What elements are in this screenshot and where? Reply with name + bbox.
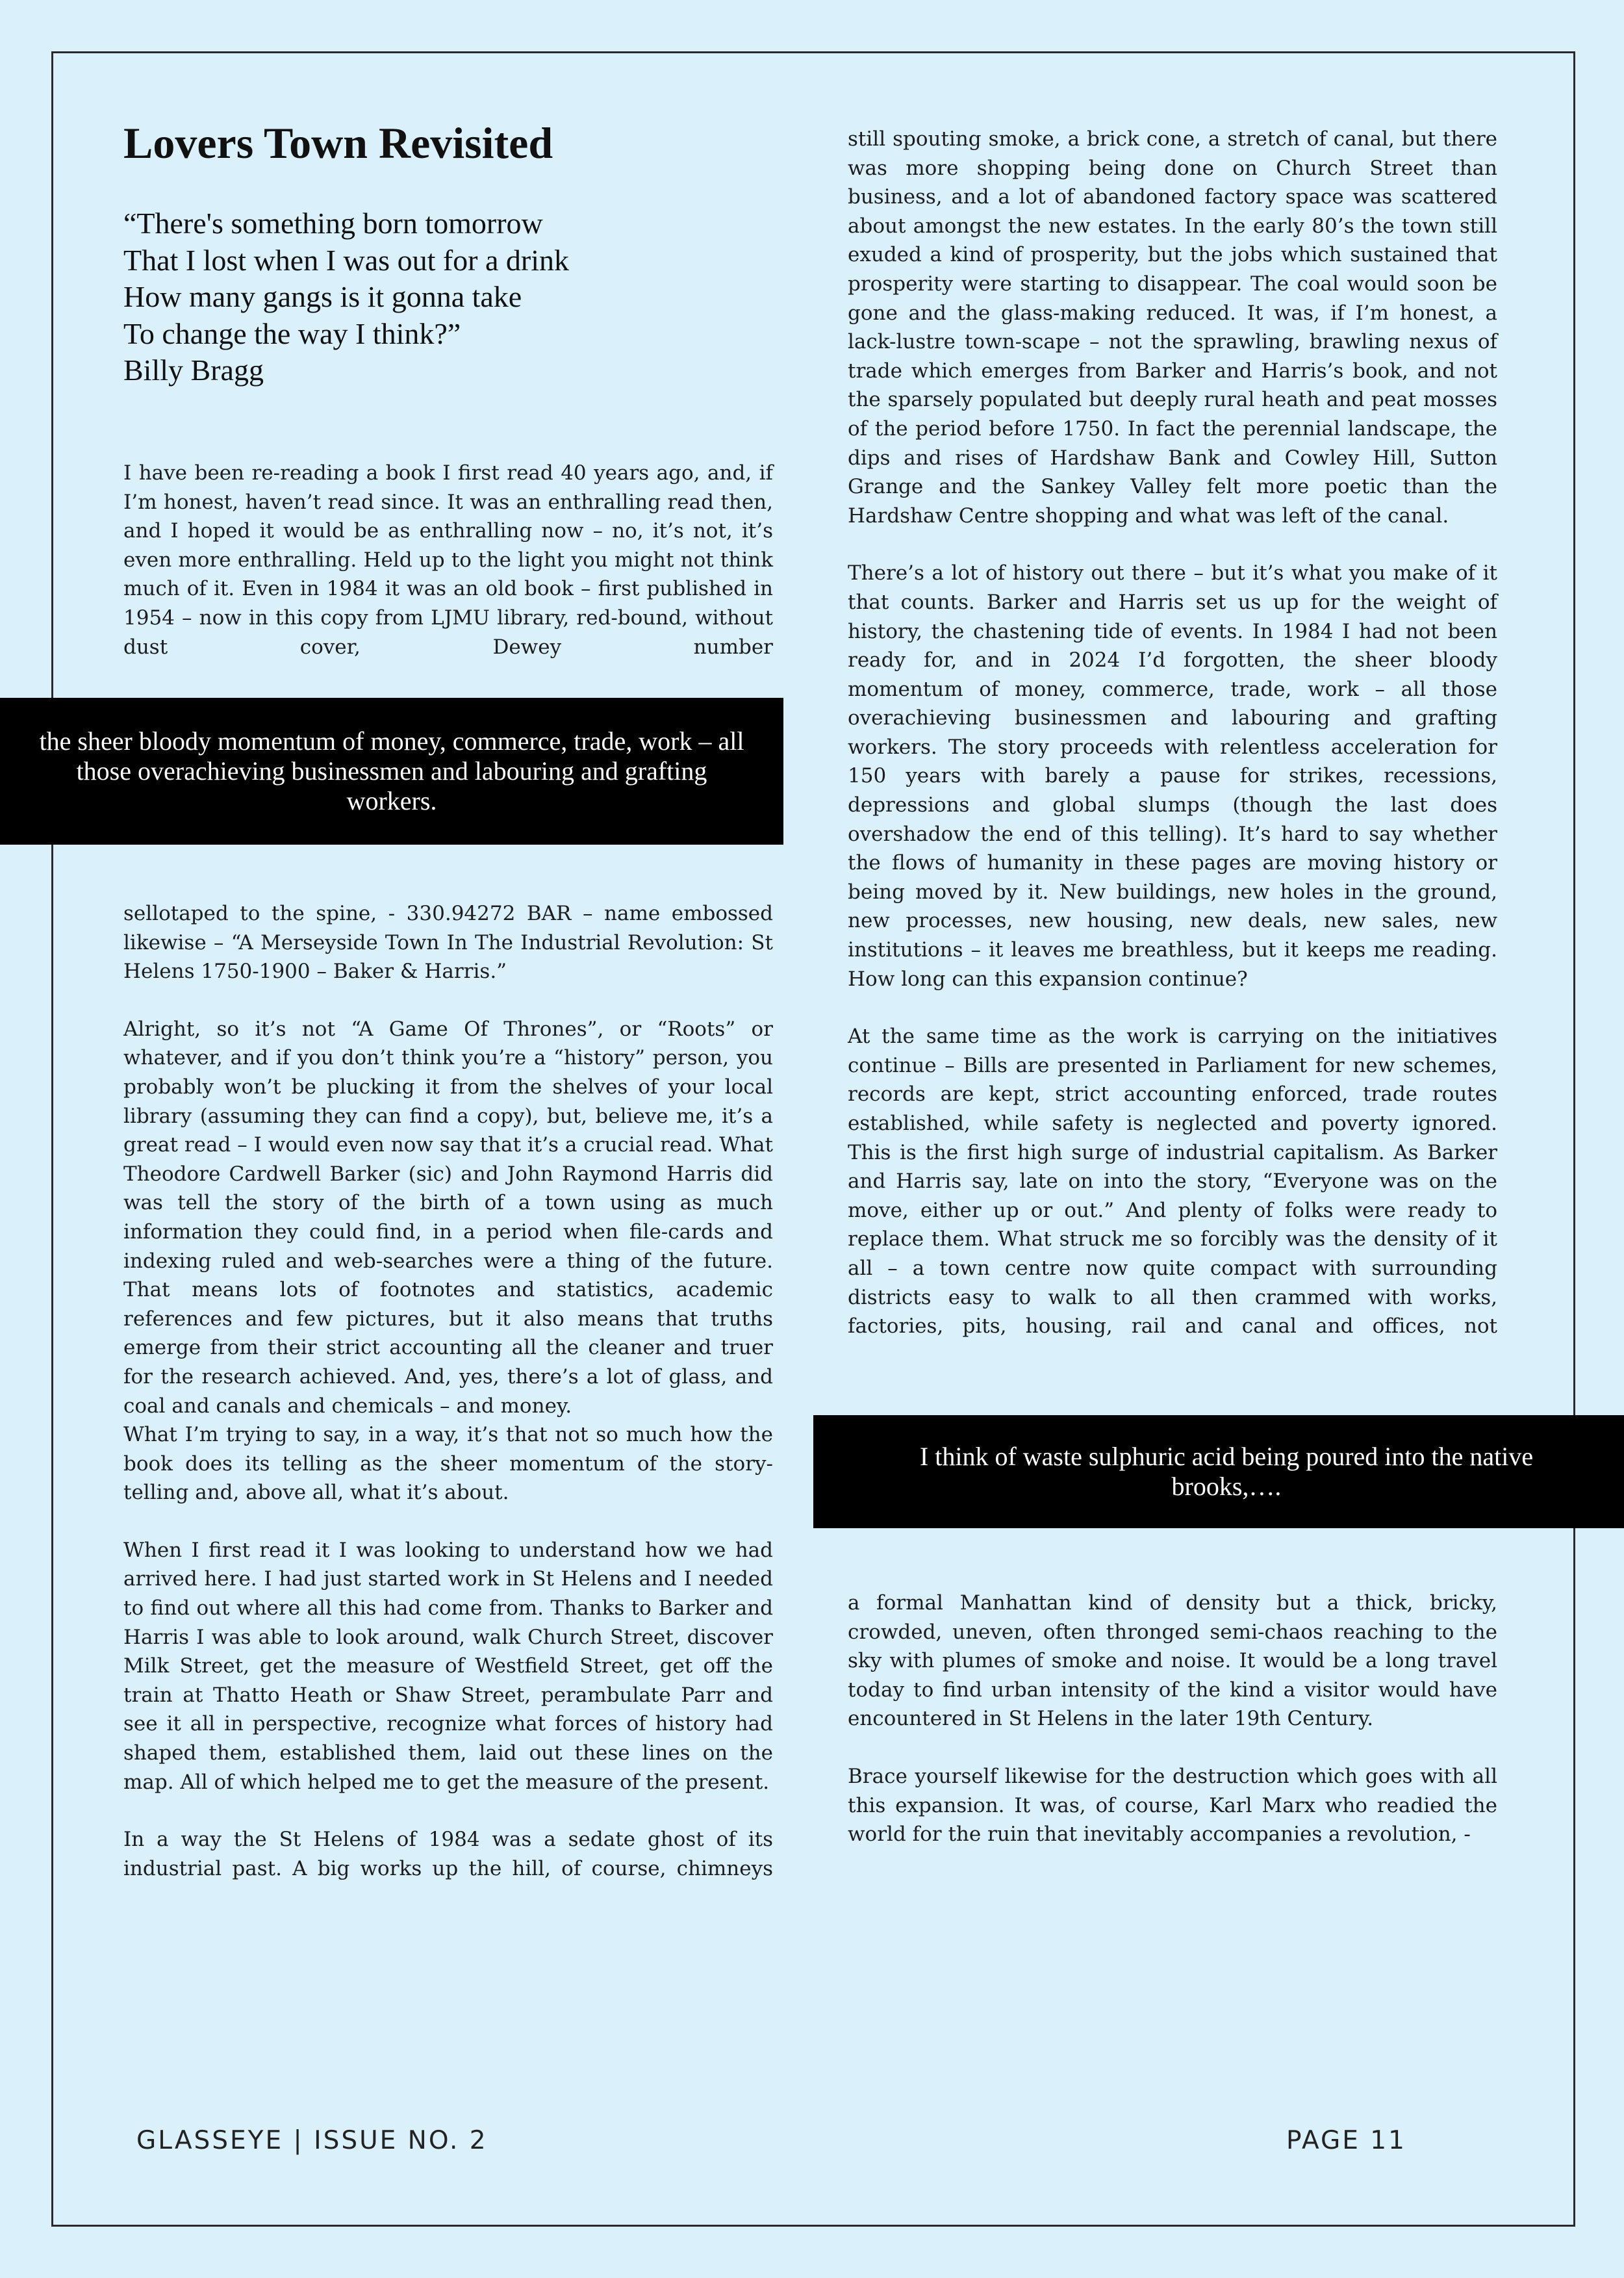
paragraph: When I first read it I was looking to understand how we had arrived here. I had just started work in St Helens and I needed to find out where all this had come from. Thanks to Barker and Harris I was able to look around, walk Church Street, discover Milk Street, get the measure of Westfield Street, get off the train at Thatto Heath or Shaw Street, perambulate Parr and see it all in perspective, recognize what forces of history had shaped them, established them, laid out these lines on the map. All of which helped me to get the measure of the present. bbox=[123, 1538, 773, 1794]
pull-quote-text: the sheer bloody momentum of money, commerce, trade, work – all those overachieving businessmen and labouring and grafting workers. bbox=[39, 726, 744, 815]
paragraph: There’s a lot of history out there – but it’s what you make of it that counts. Barker and Harris set us up for the weight of history, the chastening tide of events. In 1984 I had not been ready for, and in 2024 I’d forgotten, the sheer bloody momentum of money, commerce, trade, work – all those overachieving businessmen and labouring and grafting workers. The story proceeds with relentless acceleration for 150 years with barely a pause for strikes, recessions, depressions and global slumps (though the last does overshadow the end of this telling). It’s hard to say whether the flows of humanity in these pages are moving history or being moved by it. New buildings, new holes in the ground, new processes, new housing, new deals, new sales, new institutions – it leaves me breathless, but it keeps me reading. How long can this expansion continue? bbox=[848, 561, 1497, 991]
paragraph: I have been re-reading a book I first read 40 years ago, and, if I’m honest, haven’t read since. It was an enthralling read then, and I hoped it would be as enthralling now – no, it’s not, it’s even more enthralling. Held up to the light you might not think much of it. Even in 1984 it was an old book – first published in 1954 – now in this copy from LJMU library, red-bound, without dust cover, Dewey number bbox=[123, 461, 773, 659]
paragraph: In a way the St Helens of 1984 was a sedate ghost of its industrial past. A big works up the hill, of course, chimneys bbox=[123, 1828, 773, 1880]
epigraph bbox=[123, 205, 773, 389]
paragraph: a formal Manhattan kind of density but a thick, bricky, crowded, uneven, often thronged semi-chaos reaching to the sky with plumes of smoke and noise. It would be a long travel today to find urban intensity of the kind a visitor would have encountered in St Helens in the later 19th Century. bbox=[848, 1591, 1497, 1731]
epigraph-line: How many gangs is it gonna take bbox=[123, 280, 522, 313]
pull-quote-text: I think of waste sulphuric acid being poured into the native brooks,…. bbox=[919, 1442, 1534, 1501]
paragraph: At the same time as the work is carrying on the initiatives continue – Bills are presented in Parliament for new schemes, records are kept, strict accounting enforced, trade routes established, while safety is neglected and poverty ignored. This is the first high surge of industrial capitalism. As Barker and Harris say, late on into the story, “Everyone was on the move, either up or out.” And plenty of folks were ready to replace them. What struck me so forcibly was the density of it all – a town centre now quite compact with surrounding districts easy to walk to all then crammed with works, factories, pits, housing, rail and canal and offices, not bbox=[848, 1025, 1497, 1338]
paragraph: still spouting smoke, a brick cone, a stretch of canal, but there was more shopping being done on Church Street than business, and a lot of abandoned factory space was scattered about amongst the new estates. In the early 80’s the town still exuded a kind of prosperity, but the jobs which sustained that prosperity were starting to disappear. The coal would soon be gone and the glass-making reduced. It was, if I’m honest, a lack-lustre town-scape – not the sprawling, brawling nexus of trade which emerges from Barker and Harris’s book, and not the sparsely populated but deeply rural heath and peat mosses of the period before 1750. In fact the perennial landscape, the dips and rises of Hardshaw Bank and Cowley Hill, Sutton Grange and the Sankey Valley felt more poetic than the Hardshaw Centre shopping and what was left of the canal. bbox=[848, 127, 1497, 528]
epigraph-line: That I lost when I was out for a drink bbox=[123, 243, 570, 277]
article-title: Lovers Town Revisited bbox=[123, 118, 553, 168]
pull-quote bbox=[813, 1415, 1624, 1528]
pull-quote bbox=[0, 698, 783, 845]
footer-page-number: PAGE 11 bbox=[1286, 2126, 1406, 2155]
paragraph: What I’m trying to say, in a way, it’s that not so much how the book does its telling as the sheer momentum of the story-telling and, above all, what it’s about. bbox=[123, 1423, 773, 1505]
left-column-bottom bbox=[123, 899, 773, 1883]
right-column-top bbox=[848, 125, 1497, 1341]
epigraph-line: To change the way I think?” bbox=[123, 316, 461, 350]
epigraph-attribution: Billy Bragg bbox=[123, 353, 264, 387]
footer-publication: GLASSEYE | ISSUE NO. 2 bbox=[136, 2126, 488, 2155]
article-header bbox=[123, 117, 773, 389]
paragraph: Alright, so it’s not “A Game Of Thrones”, or “Roots” or whatever, and if you don’t think you’re a “history” person, you probably won’t be plucking it from the shelves of your local library (assuming they can find a copy), but, believe me, it’s a great read – I would even now say that it’s a crucial read. What Theodore Cardwell Barker (sic) and John Raymond Harris did was tell the story of the birth of a town using as much information they could find, in a period when file-cards and indexing ruled and web-searches were a thing of the future. That means lots of footnotes and statistics, academic references and few pictures, but it also means that truths emerge from their strict accounting all the cleaner and truer for the research achieved. And, yes, there’s a lot of glass, and coal and canals and chemicals – and money. bbox=[123, 1017, 773, 1418]
left-column-top bbox=[123, 459, 773, 661]
epigraph-line: “There's something born tomorrow bbox=[123, 207, 543, 240]
paragraph: sellotaped to the spine, - 330.94272 BAR – name embossed likewise – “A Merseyside Town In The Industrial Revolution: St Helens 1750-1900 – Baker & Harris.” bbox=[123, 902, 773, 984]
paragraph: Brace yourself likewise for the destruction which goes with all this expansion. It was, of course, Karl Marx who readied the world for the ruin that inevitably accompanies a revolution, - bbox=[848, 1764, 1497, 1847]
right-column-bottom bbox=[848, 1589, 1497, 1849]
